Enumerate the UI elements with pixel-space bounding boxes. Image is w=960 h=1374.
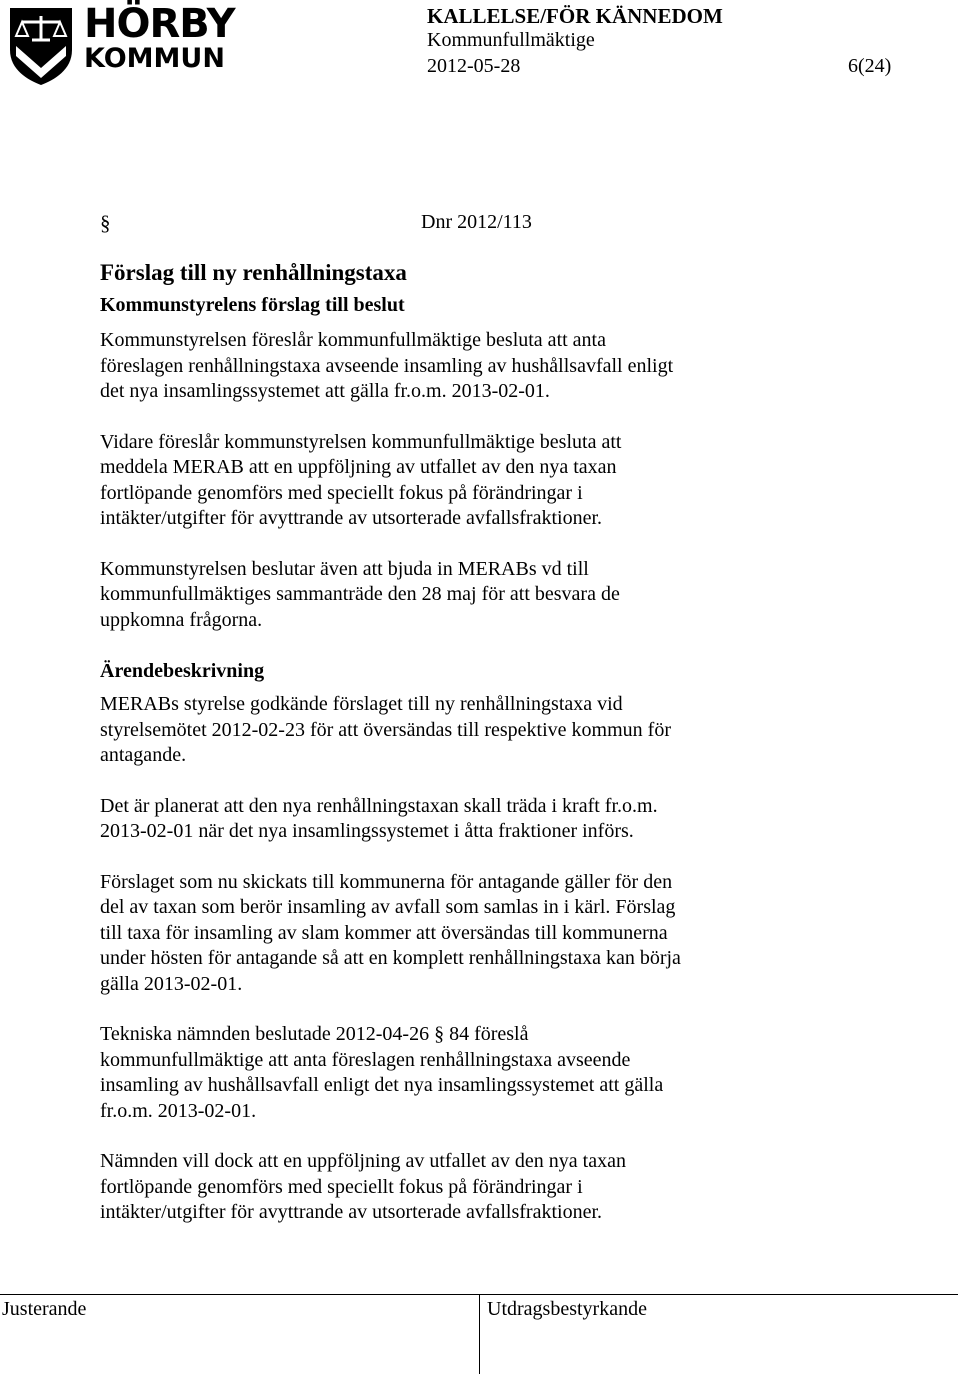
proposal-section — [100, 328, 860, 633]
text-line: fortlöpande genomförs med speciellt fokus på förändringar i — [100, 481, 583, 504]
text-line: fortlöpande genomförs med speciellt fokus på förändringar i — [100, 1175, 583, 1198]
description-heading: Ärendebeskrivning — [100, 660, 265, 682]
paragraph — [100, 557, 860, 634]
page-number: 6(24) — [848, 55, 892, 77]
paragraph — [100, 328, 860, 405]
page-title: Förslag till ny renhållningstaxa — [100, 260, 407, 285]
paragraph — [100, 1022, 860, 1124]
document-type: KALLELSE/FÖR KÄNNEDOM — [427, 4, 723, 28]
text-line: uppkomna frågorna. — [100, 608, 263, 631]
logo-name: HÖRBY — [84, 1, 235, 47]
text-line: 2013-02-01 när det nya insamlingssystemet i åtta fraktioner införs. — [100, 820, 634, 842]
paragraph — [100, 692, 860, 769]
paragraph — [100, 1149, 860, 1226]
municipality-logo — [8, 1, 235, 86]
text-line: det nya insamlingssystemet att gälla fr.o.m. 2013-02-01. — [100, 380, 550, 402]
text-line: under hösten för antagande så att en komplett renhållningstaxa kan börja — [100, 947, 681, 969]
meeting-body: Kommunfullmäktige — [427, 29, 595, 51]
text-line: Kommunstyrelsen föreslår kommunfullmäktige besluta att anta — [100, 329, 606, 351]
paragraph — [100, 870, 860, 998]
footer-divider — [479, 1294, 480, 1374]
text-line: Vidare föreslår kommunstyrelsen kommunfullmäktige besluta att — [100, 430, 622, 453]
text-line: Tekniska nämnden beslutade 2012-04-26 § 84 föreslå — [100, 1023, 529, 1045]
paragraph — [100, 794, 860, 845]
text-line: Förslaget som nu skickats till kommunerna för antagande gäller för den — [100, 870, 673, 893]
text-line: del av taxan som berör insamling av avfall som samlas in i kärl. Förslag — [100, 896, 676, 918]
text-line: gälla 2013-02-01. — [100, 972, 243, 995]
text-line: styrelsemötet 2012-02-23 för att översändas till respektive kommun för — [100, 718, 671, 741]
meeting-date: 2012-05-28 — [427, 55, 521, 77]
logo-subname: KOMMUN — [84, 43, 225, 74]
text-line: insamling av hushållsavfall enligt det nya insamlingssystemet att gälla — [100, 1074, 664, 1096]
text-line: Kommunstyrelsen beslutar även att bjuda in MERABs vd till — [100, 557, 589, 580]
paragraph — [100, 430, 860, 532]
text-line: intäkter/utgifter för avyttrande av utsorterade avfallsfraktioner. — [100, 1201, 603, 1223]
footer-certification-label: Utdragsbestyrkande — [487, 1298, 647, 1320]
text-line: MERABs styrelse godkände förslaget till ny renhållningstaxa vid — [100, 693, 623, 715]
document-body — [100, 258, 860, 1226]
footer-signature-label: Justerande — [2, 1298, 87, 1320]
text-line: Det är planerat att den nya renhållningstaxan skall träda i kraft fr.o.m. — [100, 794, 658, 817]
text-line: Nämnden vill dock att en uppföljning av utfallet av den nya taxan — [100, 1150, 626, 1172]
text-line: föreslagen renhållningstaxa avseende insamling av hushållsavfall enligt — [100, 354, 674, 377]
coat-of-arms-icon — [8, 6, 74, 86]
text-line: antagande. — [100, 744, 187, 766]
section-mark: § — [100, 211, 111, 235]
text-line: kommunfullmäktige att anta föreslagen renhållningstaxa avseende — [100, 1048, 631, 1071]
case-number: Dnr 2012/113 — [421, 211, 532, 233]
text-line: till taxa för insamling av slam kommer att översändas till kommunerna — [100, 921, 668, 944]
description-section — [100, 692, 860, 1226]
text-line: intäkter/utgifter för avyttrande av utsorterade avfallsfraktioner. — [100, 507, 603, 529]
text-line: meddela MERAB att en uppföljning av utfallet av den nya taxan — [100, 456, 617, 478]
proposal-heading: Kommunstyrelens förslag till beslut — [100, 294, 405, 316]
text-line: fr.o.m. 2013-02-01. — [100, 1099, 257, 1122]
text-line: kommunfullmäktiges sammanträde den 28 maj för att besvara de — [100, 583, 620, 605]
